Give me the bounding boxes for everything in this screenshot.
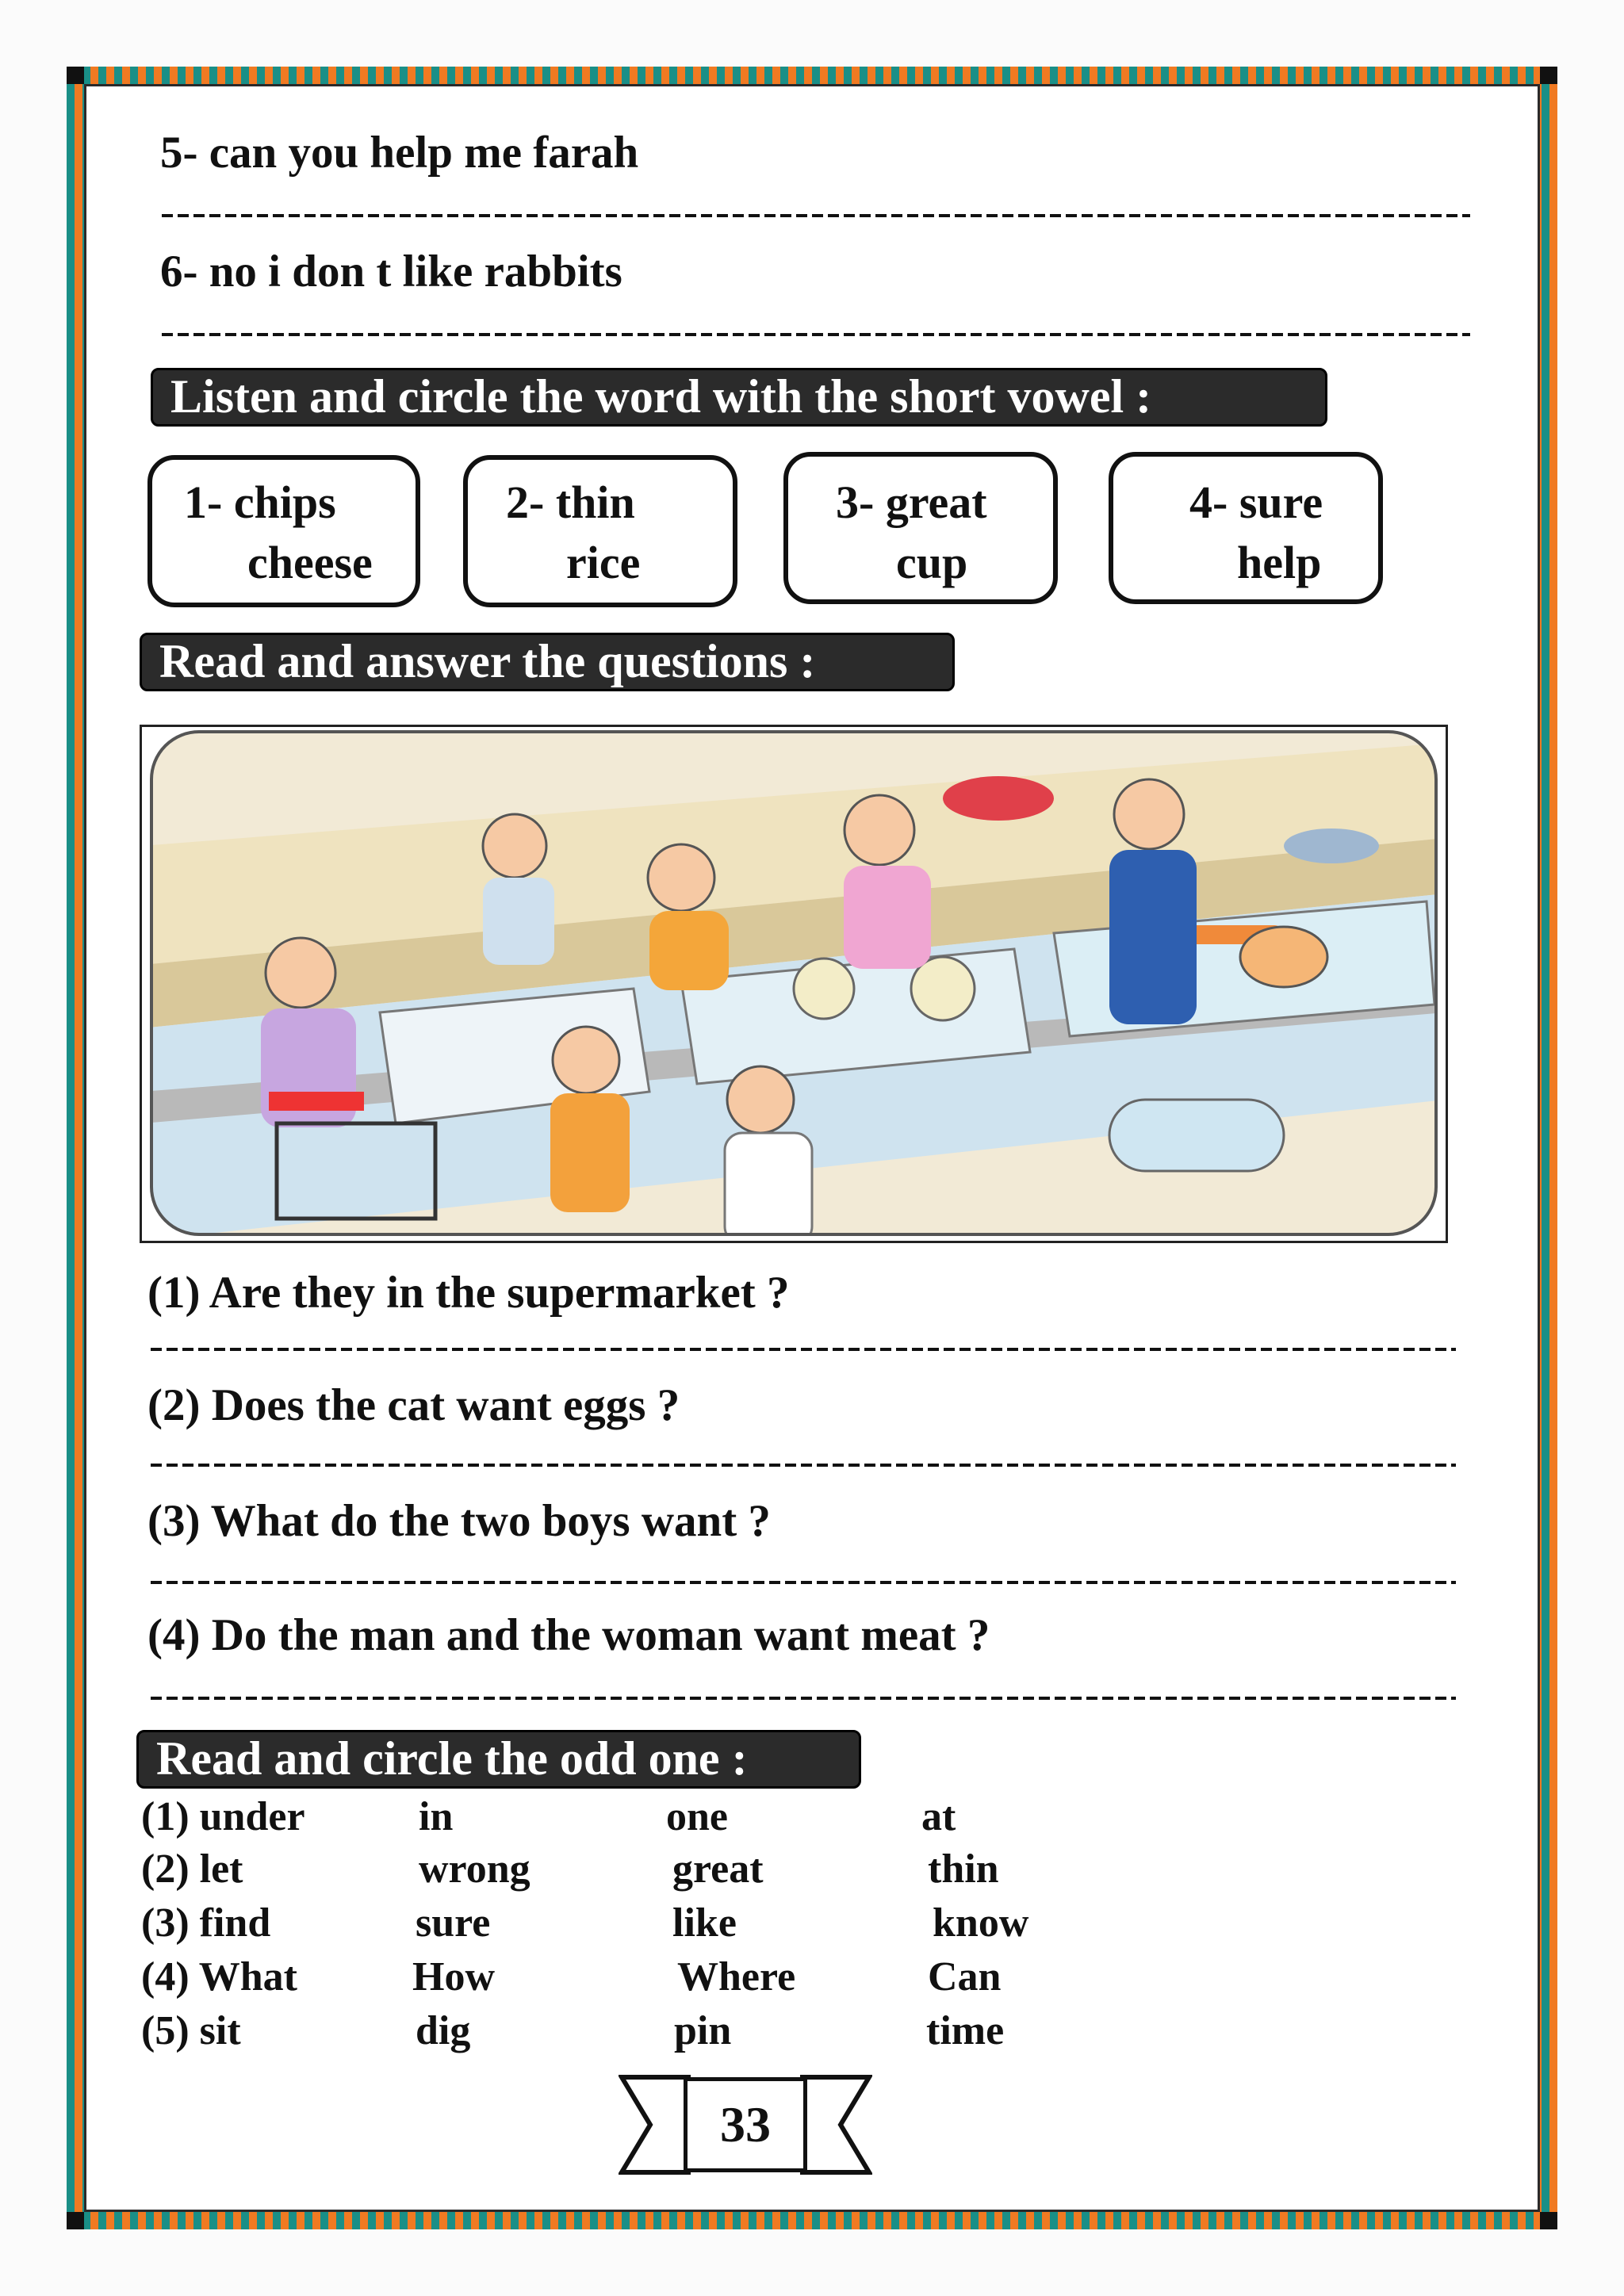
odd-word[interactable]: sure [416, 1900, 491, 1946]
odd-word[interactable]: in [419, 1794, 454, 1839]
supermarket-illustration [140, 725, 1448, 1243]
odd-word[interactable]: (1) under [141, 1794, 305, 1839]
answer-line[interactable] [151, 1348, 1456, 1351]
odd-word[interactable]: time [926, 2008, 1005, 2053]
odd-word[interactable]: like [672, 1900, 737, 1946]
odd-word[interactable]: one [666, 1794, 728, 1839]
sentence-6: 6- no i don t like rabbits [160, 247, 622, 297]
question-4: (4) Do the man and the woman want meat ? [147, 1610, 990, 1660]
odd-word[interactable]: great [672, 1846, 764, 1892]
corner-ornament [1540, 67, 1557, 84]
answer-line[interactable] [151, 1464, 1456, 1467]
corner-ornament [67, 2212, 84, 2229]
odd-word[interactable]: know [933, 1900, 1029, 1946]
odd-word[interactable]: Can [928, 1954, 1002, 1999]
supermarket-scene-image [142, 727, 1446, 1241]
vowel-word-2[interactable]: help [1237, 537, 1322, 588]
question-2: (2) Does the cat want eggs ? [147, 1380, 680, 1430]
odd-word[interactable]: (3) find [141, 1900, 271, 1946]
answer-line[interactable] [151, 1581, 1456, 1584]
vowel-box-1[interactable] [147, 455, 420, 607]
odd-word[interactable]: thin [928, 1846, 999, 1892]
vowel-word-1[interactable]: 2- thin [506, 476, 635, 528]
odd-word[interactable]: (5) sit [141, 2008, 241, 2053]
vowel-word-2[interactable]: cup [896, 537, 968, 588]
page-number: 33 [684, 2077, 807, 2172]
vowel-box-2[interactable] [463, 455, 737, 607]
vowel-box-4[interactable] [1109, 452, 1383, 604]
answer-line[interactable] [162, 214, 1470, 217]
vowel-word-1[interactable]: 4- sure [1189, 476, 1323, 528]
odd-word[interactable]: dig [416, 2008, 471, 2053]
sentence-5: 5- can you help me farah [160, 128, 639, 178]
odd-word[interactable]: How [412, 1954, 495, 1999]
answer-line[interactable] [162, 333, 1470, 336]
vowel-box-3[interactable] [783, 452, 1058, 604]
odd-word[interactable]: at [921, 1794, 956, 1839]
vowel-word-1[interactable]: 1- chips [184, 476, 336, 528]
vowel-word-2[interactable]: rice [566, 537, 641, 588]
question-1: (1) Are they in the supermarket ? [147, 1268, 790, 1318]
answer-line[interactable] [151, 1697, 1456, 1700]
odd-word[interactable]: (4) What [141, 1954, 297, 1999]
vowel-word-2[interactable]: cheese [247, 537, 373, 588]
odd-word[interactable]: pin [674, 2008, 732, 2053]
odd-word[interactable]: Where [677, 1954, 796, 1999]
odd-word[interactable]: (2) let [141, 1846, 243, 1892]
section-banner-odd-one: Read and circle the odd one : [136, 1730, 861, 1789]
section-banner-read-answer: Read and answer the questions : [140, 633, 955, 691]
odd-word[interactable]: wrong [419, 1846, 530, 1892]
corner-ornament [67, 67, 84, 84]
vowel-word-1[interactable]: 3- great [836, 476, 987, 528]
corner-ornament [1540, 2212, 1557, 2229]
section-banner-short-vowel: Listen and circle the word with the short vowel : [151, 368, 1327, 427]
question-3: (3) What do the two boys want ? [147, 1496, 771, 1546]
